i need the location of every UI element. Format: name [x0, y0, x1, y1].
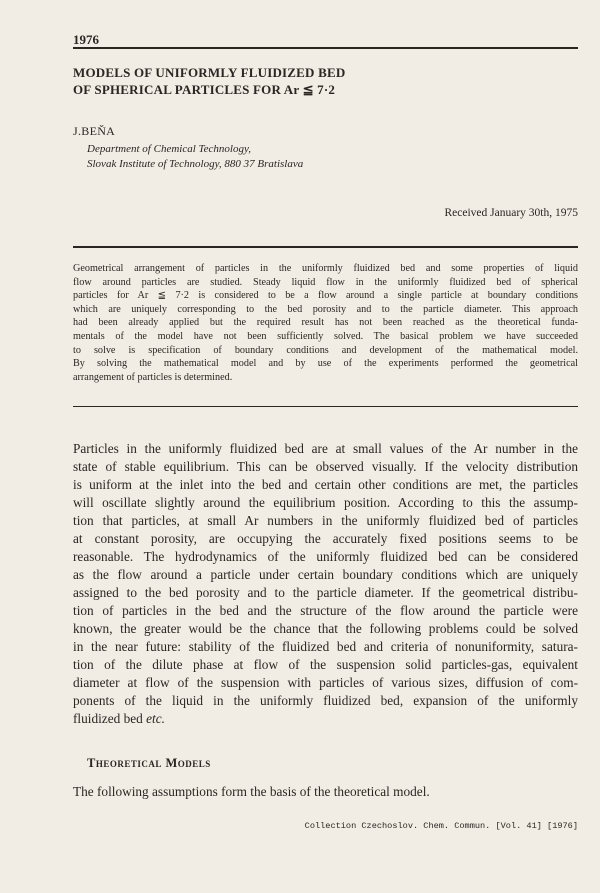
body-line: diameter at flow of the suspension with particles of various sizes, diffusion of com-	[73, 675, 578, 690]
body-line: tion of particles in the bed and the structure of the flow around the particle were	[73, 603, 578, 618]
body-line: state of stable equilibrium. This can be observed visually. If the velocity distribution	[73, 459, 578, 474]
abstract-line: mentals of the model have not been sufficiently solved. The basical problem we have succeeded	[73, 330, 578, 342]
abstract-line: arrangement of particles is determined.	[73, 371, 233, 383]
body-line: tion that particles, at small Ar numbers in the uniformly fluidized bed of particles	[73, 513, 578, 528]
body-line: as the flow around a particle under certain boundary conditions which are uniquely	[73, 567, 578, 582]
body-line: at constant porosity, are occupying the accurately fixed positions seems to be	[73, 531, 578, 546]
abstract-line: had been already applied but the required result has not been reached as the theoretical funda-	[73, 317, 578, 329]
abstract-line: Geometrical arrangement of particles in the uniformly fluidized bed and some properties of liquid	[73, 263, 578, 274]
page-number: 1976	[73, 32, 99, 47]
abstract-line: By solving the mathematical model and by use of the experiments performed the geometrical	[73, 358, 578, 370]
body-line: fluidized bed etc.	[73, 711, 165, 726]
section-first-sentence: The following assumptions form the basis of the theoretical model.	[73, 784, 430, 799]
received-date: Received January 30th, 1975	[444, 207, 578, 219]
body-line: ponents of the liquid in the uniformly fluidized bed, expansion of the uniformly	[73, 693, 578, 708]
body-line: tion of the dilute phase at flow of the suspension solid particles-gas, equivalent	[73, 657, 578, 672]
body-line: Particles in the uniformly fluidized bed are at small values of the Ar number in the	[73, 441, 578, 456]
abstract-line: flow around particles are studied. Steady liquid flow in the uniformly fluidized bed of spherical	[73, 276, 578, 288]
body-paragraph	[73, 440, 578, 728]
abstract-line: which are uniquely corresponding to the bed porosity and to the particle diameter. This approach	[73, 303, 578, 315]
author-affiliation	[87, 142, 303, 172]
abstract	[73, 262, 578, 384]
body-line: will oscillate slightly around the equilibrium position. According to this the assump-	[73, 495, 578, 510]
title-line: OF SPHERICAL PARTICLES FOR Ar ≦ 7·2	[73, 82, 336, 97]
article-title	[73, 64, 553, 98]
affiliation-line: Department of Chemical Technology,	[87, 143, 251, 155]
abstract-rule-top	[73, 246, 578, 248]
abstract-rule-bottom	[73, 406, 578, 407]
body-line: is uniform at the inlet into the bed and certain other conditions are met, the particles	[73, 477, 578, 492]
header-rule-thick	[73, 47, 578, 49]
author-name: J.BEŇA	[73, 124, 116, 138]
body-line: in the near future: stability of the fluidized bed and criteria of nonuniformity, satura-	[73, 639, 578, 654]
section-heading: Theoretical Models	[87, 756, 211, 770]
body-emphasis: etc.	[146, 711, 165, 726]
title-line: MODELS OF UNIFORMLY FLUIDIZED BED	[73, 65, 346, 80]
abstract-line: particles for Ar ≦ 7·2 is considered to be a flow around a single particle at boundary conditions	[73, 290, 578, 302]
affiliation-line: Slovak Institute of Technology, 880 37 Bratislava	[87, 158, 304, 170]
body-line: assigned to the bed porosity and to the particle diameter. If the geometrical distribu-	[73, 585, 578, 600]
body-line: known, the greater would be the chance that the following problems could be solved	[73, 621, 578, 636]
journal-citation-footer: Collection Czechoslov. Chem. Commun. [Vol. 41] [1976]	[304, 821, 578, 831]
body-line: reasonable. The hydrodynamics of the uniformly fluidized bed can be considered	[73, 549, 578, 564]
abstract-line: to solve is specification of boundary conditions and development of the mathematical model.	[73, 344, 578, 356]
